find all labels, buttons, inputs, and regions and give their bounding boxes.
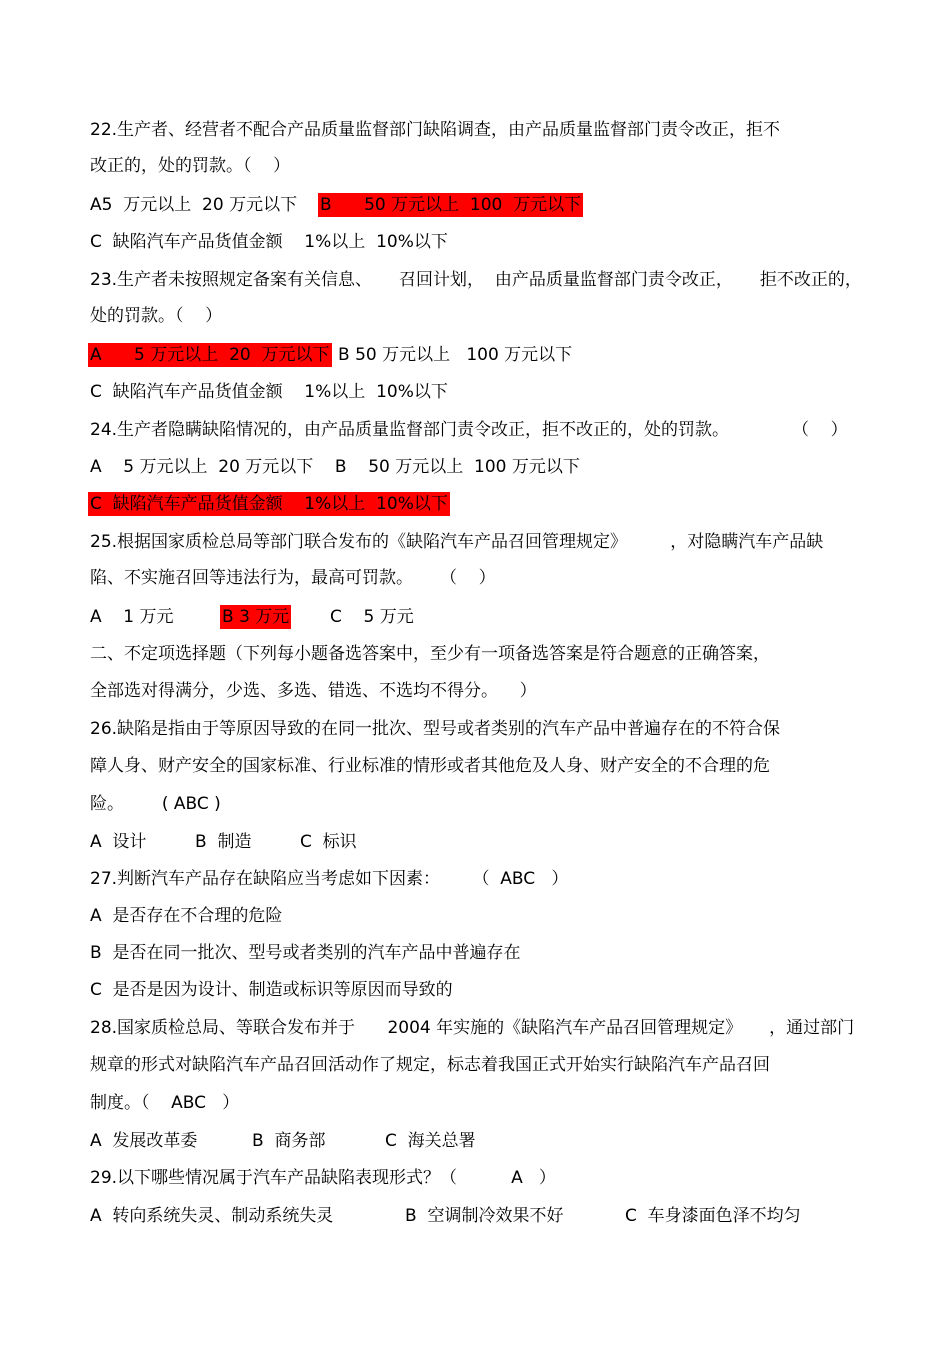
q29-text-line-1: 29.以下哪些情况属于汽车产品缺陷表现形式？（ A ） [90,1168,556,1188]
q28-option-b: B 商务部 [252,1131,326,1151]
q25-option-a: A 1 万元 [90,607,174,627]
q23-text-line-1: 23.生产者未按照规定备案有关信息、 召回计划， 由产品质量监督部门责令改正， 拒不改正的， [90,270,862,290]
q29-option-b: B 空调制冷效果不好 [405,1206,564,1226]
q24-text-line-1: 24.生产者隐瞒缺陷情况的，由产品质量监督部门责令改正，拒不改正的，处的罚款。 [90,420,730,440]
section-2-heading-line-2: 全部选对得满分，少选、多选、错选、不选均不得分。 ） [90,681,537,701]
q22-option-c: C 缺陷汽车产品货值金额 1%以上 10%以下 [90,232,448,252]
q27-option-c: C 是否是因为设计、制造或标识等原因而导致的 [90,980,453,1000]
q26-option-b: B 制造 [195,832,252,852]
q23-option-b: B 50 万元以上 100 万元以下 [338,345,573,365]
q28-text-line-3: 制度。（ ABC ） [90,1093,240,1113]
q28-text-line-2: 规章的形式对缺陷汽车产品召回活动作了规定，标志着我国正式开始实行缺陷汽车产品召回 [90,1055,770,1075]
q29-option-a: A 转向系统失灵、制动系统失灵 [90,1206,334,1226]
q25-option-b-highlighted: B 3 万元 [222,607,290,627]
q28-option-a: A 发展改革委 [90,1131,198,1151]
q22-option-b-highlighted: B 50 万元以上 100 万元以下 [320,195,582,215]
section-2-heading-line-1: 二、不定项选择题（下列每小题备选答案中，至少有一项备选答案是符合题意的正确答案， [90,644,770,664]
q27-option-a: A 是否存在不合理的危险 [90,906,283,926]
q22-text-line-2: 改正的，处的罚款。（ ） [90,156,291,176]
q25-text-line-1: 25.根据国家质检总局等部门联合发布的《缺陷汽车产品召回管理规定》 ，对隐瞒汽车产品缺 [90,532,824,552]
q26-text-line-1: 26.缺陷是指由于等原因导致的在同一批次、型号或者类别的汽车产品中普遍存在的不符合保 [90,719,781,739]
q24-option-c-highlighted: C 缺陷汽车产品货值金额 1%以上 10%以下 [90,494,448,514]
q27-text-line-1: 27.判断汽车产品存在缺陷应当考虑如下因素： （ ABC ） [90,869,569,889]
q24-answer-paren: （ ） [792,420,848,440]
q22-text-line-1: 22.生产者、经营者不配合产品质量监督部门缺陷调查，由产品质量监督部门责令改正，拒不 [90,120,781,140]
q25-text-line-2: 陷、不实施召回等违法行为，最高可罚款。 （ ） [90,568,496,588]
q26-text-line-2: 障人身、财产安全的国家标准、行业标准的情形或者其他危及人身、财产安全的不合理的危 [90,756,770,776]
q24-options-a-b: A 5 万元以上 20 万元以下 B 50 万元以上 100 万元以下 [90,457,580,477]
q29-option-c: C 车身漆面色泽不均匀 [625,1206,801,1226]
q26-text-line-3: 险。 ( ABC ) [90,794,221,814]
q28-option-c: C 海关总署 [385,1131,476,1151]
q23-option-a-highlighted: A 5 万元以上 20 万元以下 [90,345,330,365]
q23-option-c: C 缺陷汽车产品货值金额 1%以上 10%以下 [90,382,448,402]
q27-option-b: B 是否在同一批次、型号或者类别的汽车产品中普遍存在 [90,943,521,963]
q26-option-c: C 标识 [300,832,357,852]
q28-text-line-1: 28.国家质检总局、等联合发布并于 2004 年实施的《缺陷汽车产品召回管理规定》 ，通过部门 [90,1018,855,1038]
q26-option-a: A 设计 [90,832,147,852]
q23-text-line-2: 处的罚款。（ ） [90,306,223,326]
q25-option-c: C 5 万元 [330,607,414,627]
q22-option-a: A5 万元以上 20 万元以下 [90,195,298,215]
